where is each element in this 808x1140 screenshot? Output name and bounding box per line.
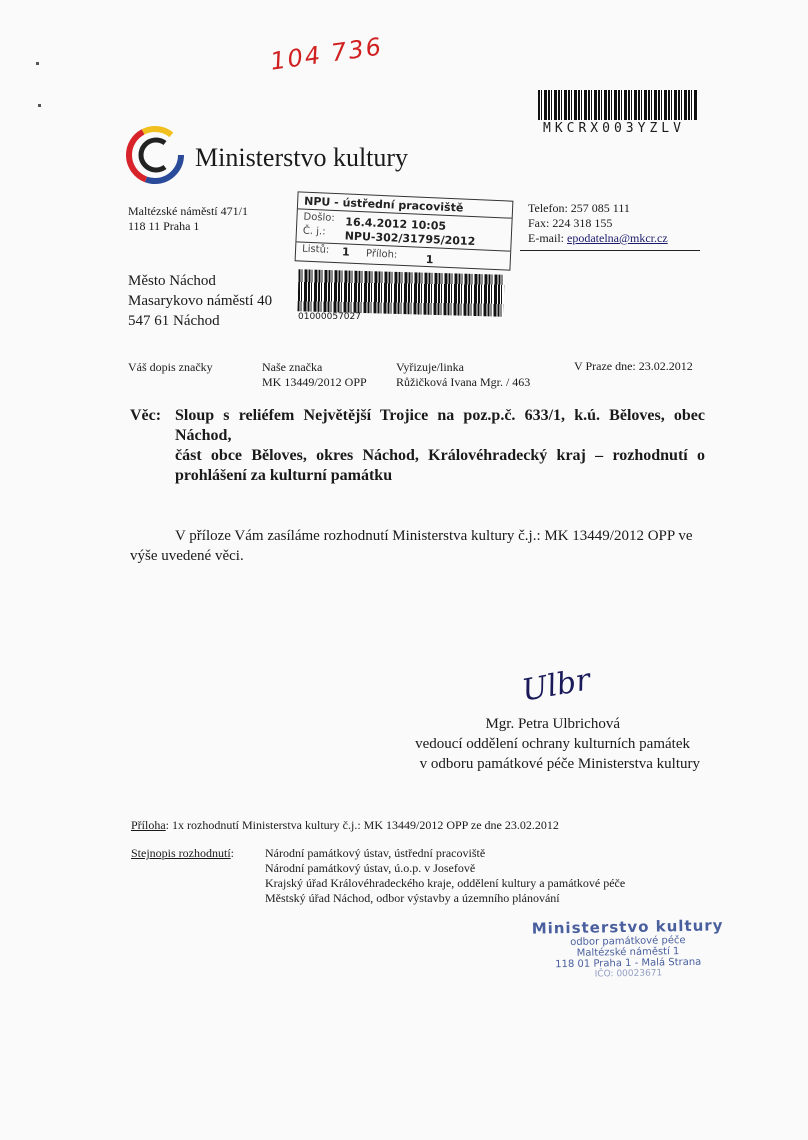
- attachment-label: Příloha: [131, 818, 166, 832]
- signatory-title: vedoucí oddělení ochrany kulturních památek: [415, 736, 690, 752]
- contact-info: [528, 201, 668, 246]
- receipt-stamp: [295, 191, 514, 270]
- letter-date: V Praze dne: 23.02.2012: [574, 359, 693, 373]
- copies-item: Národní památkový ústav, ú.o.p. v Josefově: [265, 861, 476, 875]
- signature-block: [400, 714, 700, 774]
- recipient-line: Město Náchod: [128, 273, 216, 289]
- copies-item: Městský úřad Náchod, odbor výstavby a územního plánování: [265, 891, 560, 905]
- our-ref: [262, 360, 367, 390]
- recipient-address: [128, 271, 272, 331]
- address-line: Maltézské náměstí 471/1: [128, 204, 248, 218]
- our-ref-value: MK 13449/2012 OPP: [262, 375, 367, 389]
- handwritten-number: 104 736: [268, 32, 385, 76]
- copies-item: Národní památkový ústav, ústřední pracoviště: [265, 846, 486, 860]
- top-barcode-code: MKCRX003YZLV: [543, 121, 685, 136]
- fax: Fax: 224 318 155: [528, 216, 613, 230]
- body-line: výše uvedené věci.: [130, 548, 244, 564]
- our-ref-label: Naše značka: [262, 360, 323, 374]
- sheets-value: 1: [341, 245, 350, 259]
- subject-line: prohlášení za kulturní památku: [175, 467, 393, 484]
- copies-list: [265, 846, 625, 906]
- phone: Telefon: 257 085 111: [528, 201, 630, 215]
- ref-label: Č. j.:: [302, 225, 326, 238]
- body-text: [130, 526, 702, 566]
- ref-value: NPU-302/31795/2012: [344, 229, 476, 249]
- stamp-line: IČO: 00023671: [594, 968, 663, 980]
- handler-label: Vyřizuje/linka: [396, 360, 464, 374]
- stamp-title: NPU - ústřední pracoviště: [303, 194, 464, 215]
- attachment-line: [131, 818, 559, 833]
- ministry-logo-icon: [125, 125, 185, 185]
- copies-label-wrap: [131, 846, 234, 861]
- divider: [520, 250, 700, 251]
- address-line: 118 11 Praha 1: [128, 219, 200, 233]
- attachments-label: Příloh:: [365, 248, 398, 261]
- body-line: V příloze Vám zasíláme rozhodnutí Ministerstva kultury č.j.: MK 13449/2012 OPP ve: [175, 528, 693, 544]
- email-label: E-mail:: [528, 231, 567, 245]
- ministry-stamp: [527, 916, 728, 980]
- copies-colon: :: [230, 846, 235, 860]
- handler-value: Růžičková Ivana Mgr. / 463: [396, 375, 531, 389]
- your-ref-label: Váš dopis značky: [128, 360, 213, 374]
- copies-item: Krajský úřad Královéhradeckého kraje, oddělení kultury a památkové péče: [265, 876, 626, 890]
- email-link[interactable]: epodatelna@mkcr.cz: [567, 231, 668, 245]
- copies-label: Stejnopis rozhodnutí: [131, 846, 231, 860]
- subject-label: Věc:: [130, 407, 162, 424]
- top-barcode: [538, 90, 698, 120]
- attachment-text: : 1x rozhodnutí Ministerstva kultury č.j.: MK 13449/2012 OPP ze dne 23.02.2012: [165, 818, 559, 832]
- sheets-label: Listů:: [301, 243, 330, 256]
- stamp-line: 118 01 Praha 1 - Malá Strana: [555, 956, 702, 971]
- recipient-line: Masarykovo náměstí 40: [128, 293, 273, 309]
- speck: [38, 104, 41, 107]
- received-label: Došlo:: [303, 211, 336, 224]
- signatory-name: Mgr. Petra Ulbrichová: [485, 716, 620, 732]
- stamp-line: Maltézské náměstí 1: [576, 946, 680, 959]
- speck: [36, 62, 39, 65]
- attachments-value: 1: [425, 252, 434, 267]
- subject-line: Sloup s reliéfem Největější Trojice na poz.p.č. 633/1, k.ú. Běloves, obec Náchod,: [175, 407, 705, 444]
- stamp-line: Ministerstvo kultury: [531, 916, 724, 938]
- sender-address: [128, 204, 248, 234]
- handler: [396, 360, 530, 390]
- stamp-barcode: [297, 269, 504, 316]
- received-value: 16.4.2012 10:05: [345, 215, 447, 233]
- ministry-name: Ministerstvo kultury: [195, 143, 409, 172]
- subject-text: [175, 406, 705, 486]
- handwritten-signature: Ulbr: [519, 662, 593, 709]
- subject-line: část obce Běloves, okres Náchod, Královéhradecký kraj – rozhodnutí o: [175, 447, 705, 464]
- signatory-title: v odboru památkové péče Ministerstva kultury: [419, 756, 700, 772]
- stamp-barcode-number: 01000057027: [298, 312, 361, 322]
- recipient-line: 547 61 Náchod: [128, 313, 220, 329]
- stamp-line: odbor památkové péče: [570, 934, 686, 949]
